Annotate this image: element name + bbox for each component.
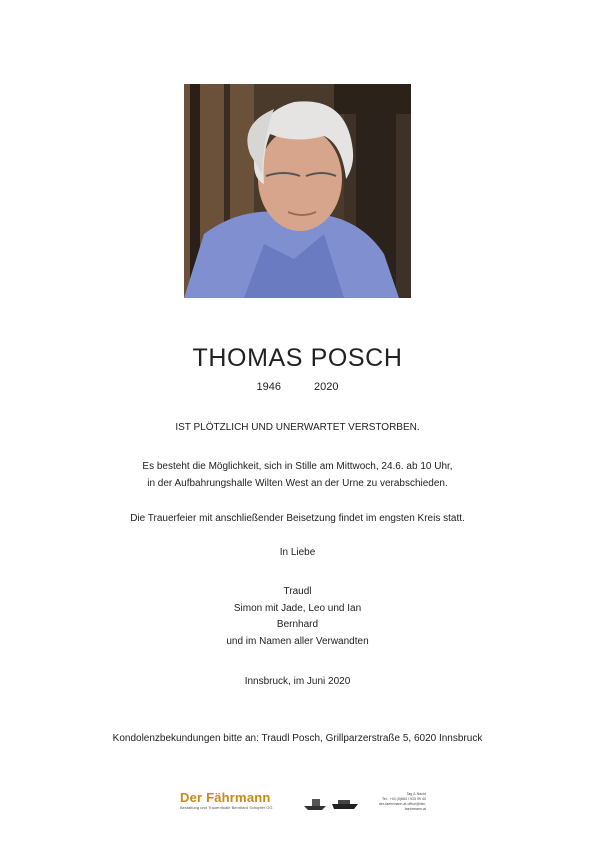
contact-phone: Tel.: +43 (0)664 / 915 99 40 bbox=[381, 797, 426, 801]
place-date: Innsbruck, im Juni 2020 bbox=[244, 676, 351, 687]
life-years bbox=[0, 381, 595, 393]
mourner-name: Traudl bbox=[283, 586, 312, 597]
ceremony-info: Die Trauerfeier mit anschließender Beisetzung findet im engsten Kreis statt. bbox=[130, 513, 465, 524]
condolence-address: Kondolenzbekundungen bitte an: Traudl Posch, Grillparzerstraße 5, 6020 Innsbruck bbox=[112, 733, 483, 744]
funeral-home-contact bbox=[366, 792, 426, 812]
deceased-name: THOMAS POSCH bbox=[192, 344, 403, 372]
ferry-boat-icon bbox=[302, 794, 362, 812]
mourner-name: Bernhard bbox=[276, 619, 319, 630]
mourner-name: Simon mit Jade, Leo und Ian bbox=[233, 602, 362, 614]
viewing-info-line: in der Aufbahrungshalle Wilten West an der Urne zu verabschieden. bbox=[147, 477, 448, 489]
funeral-home-subtitle: Bestattung und Trauerrituale Bernhard Schopfer OG bbox=[180, 805, 273, 810]
birth-year: 1946 bbox=[256, 381, 281, 393]
in-love-line: In Liebe bbox=[279, 547, 316, 558]
mourners-list bbox=[0, 584, 595, 650]
viewing-info-line: Es besteht die Möglichkeit, sich in Stille am Mittwoch, 24.6. ab 10 Uhr, bbox=[142, 461, 453, 472]
death-year: 2020 bbox=[314, 381, 339, 393]
mourner-name: und im Namen aller Verwandten bbox=[226, 635, 369, 647]
funeral-home-logo-text: Der Fährmann bbox=[180, 790, 271, 805]
death-announcement: IST PLÖTZLICH UND UNERWARTET VERSTORBEN. bbox=[175, 422, 420, 433]
contact-web: der-faehrmann.at office@der-faehrmann.at bbox=[378, 802, 426, 811]
portrait-photo bbox=[184, 84, 411, 298]
portrait-image bbox=[184, 84, 411, 298]
contact-label: Tag & Nacht bbox=[406, 792, 426, 796]
viewing-info bbox=[0, 459, 595, 492]
funeral-home-footer bbox=[180, 790, 426, 814]
